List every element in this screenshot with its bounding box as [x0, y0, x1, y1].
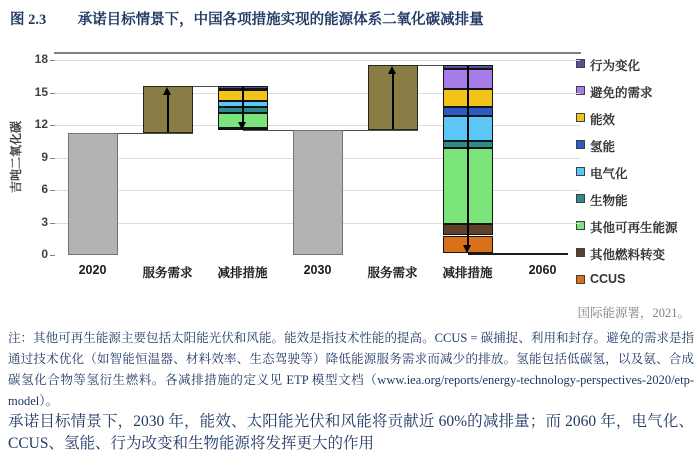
- x-category-label-2060: 2060: [528, 263, 557, 277]
- x-category-label-减排措施: 减排措施: [442, 266, 493, 280]
- legend-swatch-icon: [576, 113, 585, 122]
- source-credit: 国际能源署，2021。: [577, 306, 690, 320]
- x-category-label-减排措施: 减排措施: [217, 266, 268, 280]
- legend-swatch-icon: [576, 194, 585, 203]
- gridline-15: [55, 93, 580, 94]
- legend-label: 生物能: [590, 194, 628, 208]
- y-tickmark-0: [50, 255, 55, 256]
- legend-swatch-icon: [576, 167, 585, 176]
- bar-2030: [293, 130, 343, 255]
- legend-label: 氢能: [590, 140, 616, 154]
- figure-title-row: [10, 8, 694, 29]
- y-tick-label-3: 3: [41, 214, 48, 229]
- y-tick-label-9: 9: [41, 149, 48, 164]
- down-arrowhead: [238, 122, 246, 130]
- y-tick-label-18: 18: [34, 52, 48, 66]
- up-arrow-line: [392, 73, 394, 129]
- y-tickmark-3: [50, 223, 55, 224]
- y-tick-label-15: 15: [34, 84, 48, 99]
- y-tick-label-0: 0: [41, 247, 48, 261]
- down-arrow-line: [242, 87, 244, 123]
- x-category-label-2020: 2020: [78, 263, 107, 277]
- y-tick-label-6: 6: [41, 182, 48, 196]
- y-tickmark-6: [50, 190, 55, 191]
- figure-number: 图 2.3: [10, 12, 47, 28]
- x-category-label-2030: 2030: [303, 263, 332, 277]
- y-axis-label: 吉吨二氧化碳: [9, 121, 23, 194]
- bar-2060: [518, 253, 568, 255]
- x-category-label-服务需求: 服务需求: [367, 266, 418, 280]
- up-arrowhead: [163, 87, 171, 95]
- legend-label: CCUS: [590, 272, 626, 286]
- up-arrow-line: [167, 94, 169, 132]
- figure-title: 承诺目标情景下，中国各项措施实现的能源体系二氧化碳减排量: [77, 12, 484, 28]
- gridline-18: [55, 60, 580, 61]
- gridline-12: [55, 125, 580, 126]
- y-tickmark-18: [50, 60, 55, 61]
- legend-label: 能效: [590, 113, 616, 127]
- legend-label: 电气化: [590, 167, 628, 181]
- legend-label: 其他燃料转变: [590, 248, 666, 262]
- bar-2020: [68, 133, 118, 255]
- up-arrowhead: [388, 66, 396, 74]
- legend-swatch-icon: [576, 140, 585, 149]
- legend-swatch-icon: [576, 248, 585, 257]
- y-tickmark-9: [50, 158, 55, 159]
- down-arrowhead: [463, 245, 471, 253]
- waterfall-chart: [0, 52, 700, 302]
- figure-notes: 注：其他可再生能源主要包括太阳能光伏和风能。能效是指技术性能的提高。CCUS = 碳捕捉、利用和封存。避免的需求是指通过技术优化（如智能恒温器、材料效率、生态驾驶等）降低能源服务需求而减少的排放。氢能包括低碳氢，以及氨、合成碳氢化合物等氢衍生燃料。各减排措施的定义见 ETP 模型文档（www.iea.org/reports/energy-technology-perspectives-2020/etp-model）。: [8, 331, 694, 408]
- legend-label: 避免的需求: [590, 86, 653, 100]
- y-tick-label-12: 12: [34, 117, 48, 131]
- legend-label: 其他可再生能源: [590, 221, 678, 235]
- legend-label: 行为变化: [590, 59, 641, 73]
- legend-swatch-icon: [576, 86, 585, 95]
- x-axis-line: [54, 52, 581, 54]
- key-finding-text: 承诺目标情景下，2030 年，能效、太阳能光伏和风能将贡献近 60%的减排量；而 2060 年，电气化、CCUS、氢能、行为改变和生物能源将发挥更大的作用: [8, 413, 694, 452]
- y-tickmark-12: [50, 125, 55, 126]
- down-arrow-line: [467, 66, 469, 246]
- x-category-label-服务需求: 服务需求: [142, 266, 193, 280]
- y-tickmark-15: [50, 93, 55, 94]
